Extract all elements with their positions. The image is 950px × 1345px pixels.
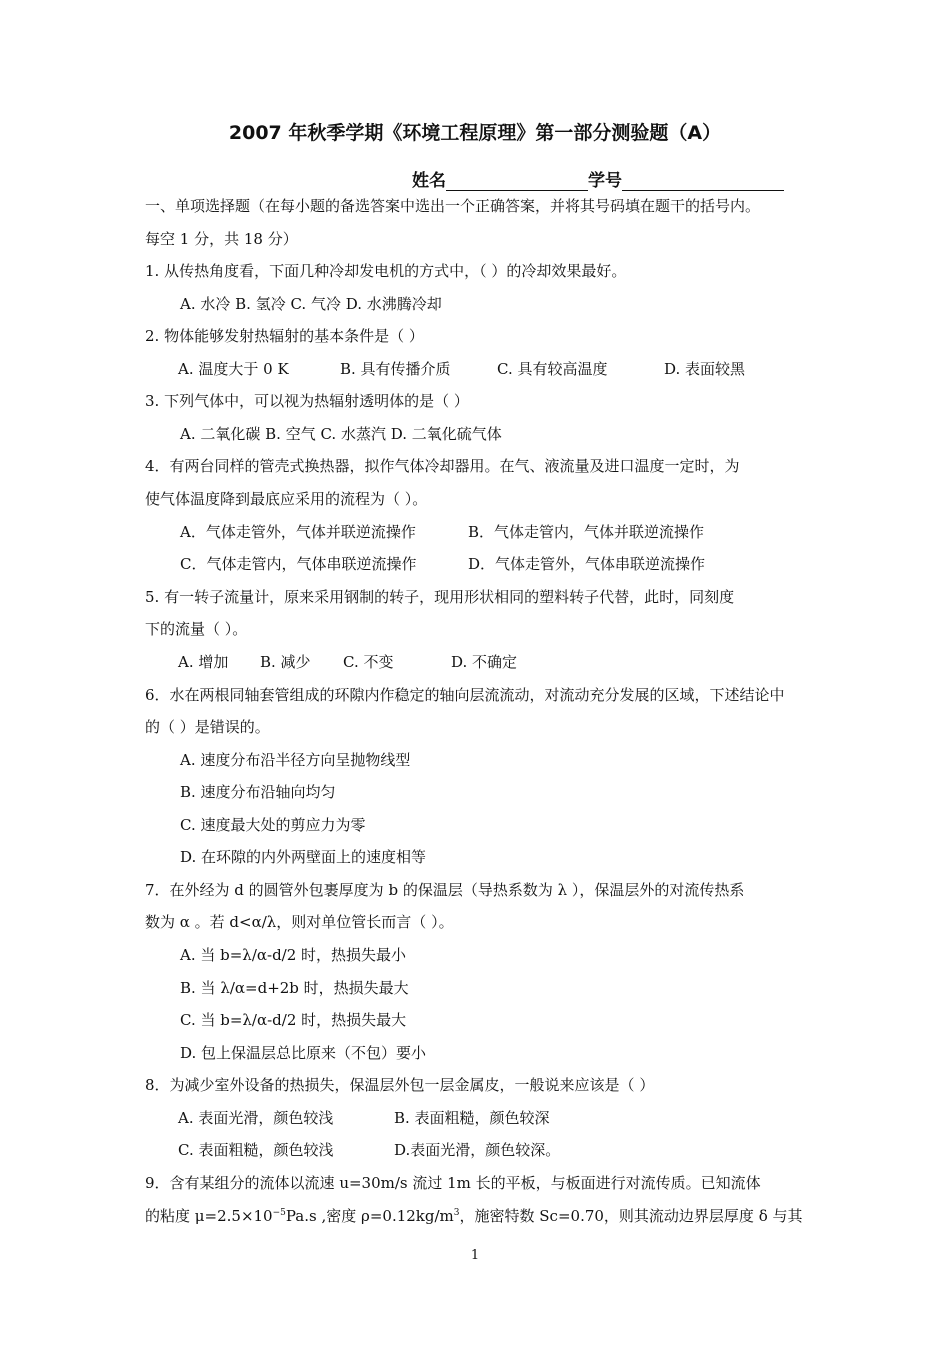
q9-stem-part-c: ，施密特数 Sc=0.70，则其流动边界层厚度 δ 与其 — [459, 1207, 803, 1225]
q8-option-b: B. 表面粗糙，颜色较深 — [394, 1109, 550, 1127]
q9-stem-part-a: 的粘度 μ=2.5×10 — [145, 1207, 273, 1225]
q5-option-a: A. 增加 — [178, 653, 229, 671]
q5-option-b: B. 减少 — [260, 653, 311, 671]
q4-option-a: A．气体走管外，气体并联逆流操作 — [180, 523, 416, 541]
q5-option-d: D. 不确定 — [451, 653, 518, 671]
q9-stem-line2 — [145, 1206, 803, 1226]
q9-exponent-1: −5 — [272, 1208, 286, 1218]
q4-stem-line2: 使气体温度降到最底应采用的流程为（ ）。 — [145, 490, 428, 508]
q9-stem-line1: 9．含有某组分的流体以流速 u=30m/s 流过 1m 长的平板，与板面进行对流传质。已知流体 — [145, 1174, 761, 1192]
exam-title: 2007 年秋季学期《环境工程原理》第一部分测验题（A） — [228, 122, 722, 144]
q6-option-b: B. 速度分布沿轴向均匀 — [180, 783, 336, 801]
q7-stem-line2: 数为 α 。若 d<α/λ，则对单位管长而言（ ）。 — [145, 913, 454, 931]
q4-stem-line1: 4．有两台同样的管壳式换热器，拟作气体冷却器用。在气、液流量及进口温度一定时，为 — [145, 457, 740, 475]
q5-option-c: C. 不变 — [343, 653, 394, 671]
q5-stem-line1: 5. 有一转子流量计，原来采用钢制的转子，现用形状相同的塑料转子代替，此时，同刻度 — [145, 588, 735, 606]
q9-stem-part-b: Pa.s ,密度 ρ=0.12kg/m — [285, 1207, 454, 1225]
name-label: 姓名 — [412, 171, 446, 191]
q2-option-a: A. 温度大于 0 K — [178, 360, 289, 378]
q7-stem-line1: 7．在外经为 d 的圆管外包裹厚度为 b 的保温层（导热系数为 λ ），保温层外的对流传热系 — [145, 881, 745, 899]
q7-option-c: C. 当 b=λ/α-d/2 时，热损失最大 — [180, 1011, 407, 1029]
q1-stem: 1. 从传热角度看，下面几种冷却发电机的方式中，（ ）的冷却效果最好。 — [145, 262, 627, 280]
q8-stem: 8．为减少室外设备的热损失，保温层外包一层金属皮，一般说来应该是（ ） — [145, 1076, 655, 1094]
q2-option-c: C. 具有较高温度 — [497, 360, 608, 378]
q2-option-b: B. 具有传播介质 — [340, 360, 451, 378]
q3-options: A. 二氧化碳 B. 空气 C. 水蒸汽 D. 二氧化硫气体 — [180, 425, 502, 443]
page-number: 1 — [470, 1248, 480, 1263]
q3-stem: 3. 下列气体中，可以视为热辐射透明体的是（ ） — [145, 392, 469, 410]
q7-option-d: D. 包上保温层总比原来（不包）要小 — [180, 1044, 427, 1062]
q6-option-a: A. 速度分布沿半径方向呈抛物线型 — [180, 751, 411, 769]
q6-stem-line1: 6．水在两根同轴套管组成的环隙内作稳定的轴向层流流动，对流动充分发展的区域，下述结论中 — [145, 686, 785, 704]
student-info-line — [412, 166, 784, 191]
q4-option-d: D．气体走管外，气体串联逆流操作 — [468, 555, 706, 573]
q2-option-d: D. 表面较黑 — [664, 360, 746, 378]
q8-option-c: C. 表面粗糙，颜色较浅 — [178, 1141, 334, 1159]
id-blank[interactable] — [622, 172, 784, 191]
q7-option-b: B. 当 λ/α=d+2b 时，热损失最大 — [180, 979, 409, 997]
q4-option-c: C．气体走管内，气体串联逆流操作 — [180, 555, 417, 573]
q8-option-d: D.表面光滑，颜色较深。 — [394, 1141, 561, 1159]
q7-option-a: A. 当 b=λ/α-d/2 时，热损失最小 — [180, 946, 407, 964]
q2-stem: 2. 物体能够发射热辐射的基本条件是（ ） — [145, 327, 424, 345]
q6-option-c: C. 速度最大处的剪应力为零 — [180, 816, 366, 834]
name-blank[interactable] — [446, 172, 588, 191]
q6-option-d: D. 在环隙的内外两壁面上的速度相等 — [180, 848, 427, 866]
id-label: 学号 — [588, 171, 622, 191]
q5-stem-line2: 下的流量（ ）。 — [145, 620, 248, 638]
q4-option-b: B．气体走管内，气体并联逆流操作 — [468, 523, 705, 541]
section-heading-line1: 一、单项选择题（在每小题的备选答案中选出一个正确答案，并将其号码填在题干的括号内。 — [145, 197, 761, 215]
q8-option-a: A. 表面光滑，颜色较浅 — [178, 1109, 334, 1127]
section-heading-line2: 每空 1 分，共 18 分） — [145, 230, 298, 248]
q6-stem-line2: 的（ ）是错误的。 — [145, 718, 270, 736]
q1-options: A. 水冷 B. 氢冷 C. 气冷 D. 水沸腾冷却 — [180, 295, 442, 313]
q9-exponent-2: 3 — [453, 1208, 460, 1218]
